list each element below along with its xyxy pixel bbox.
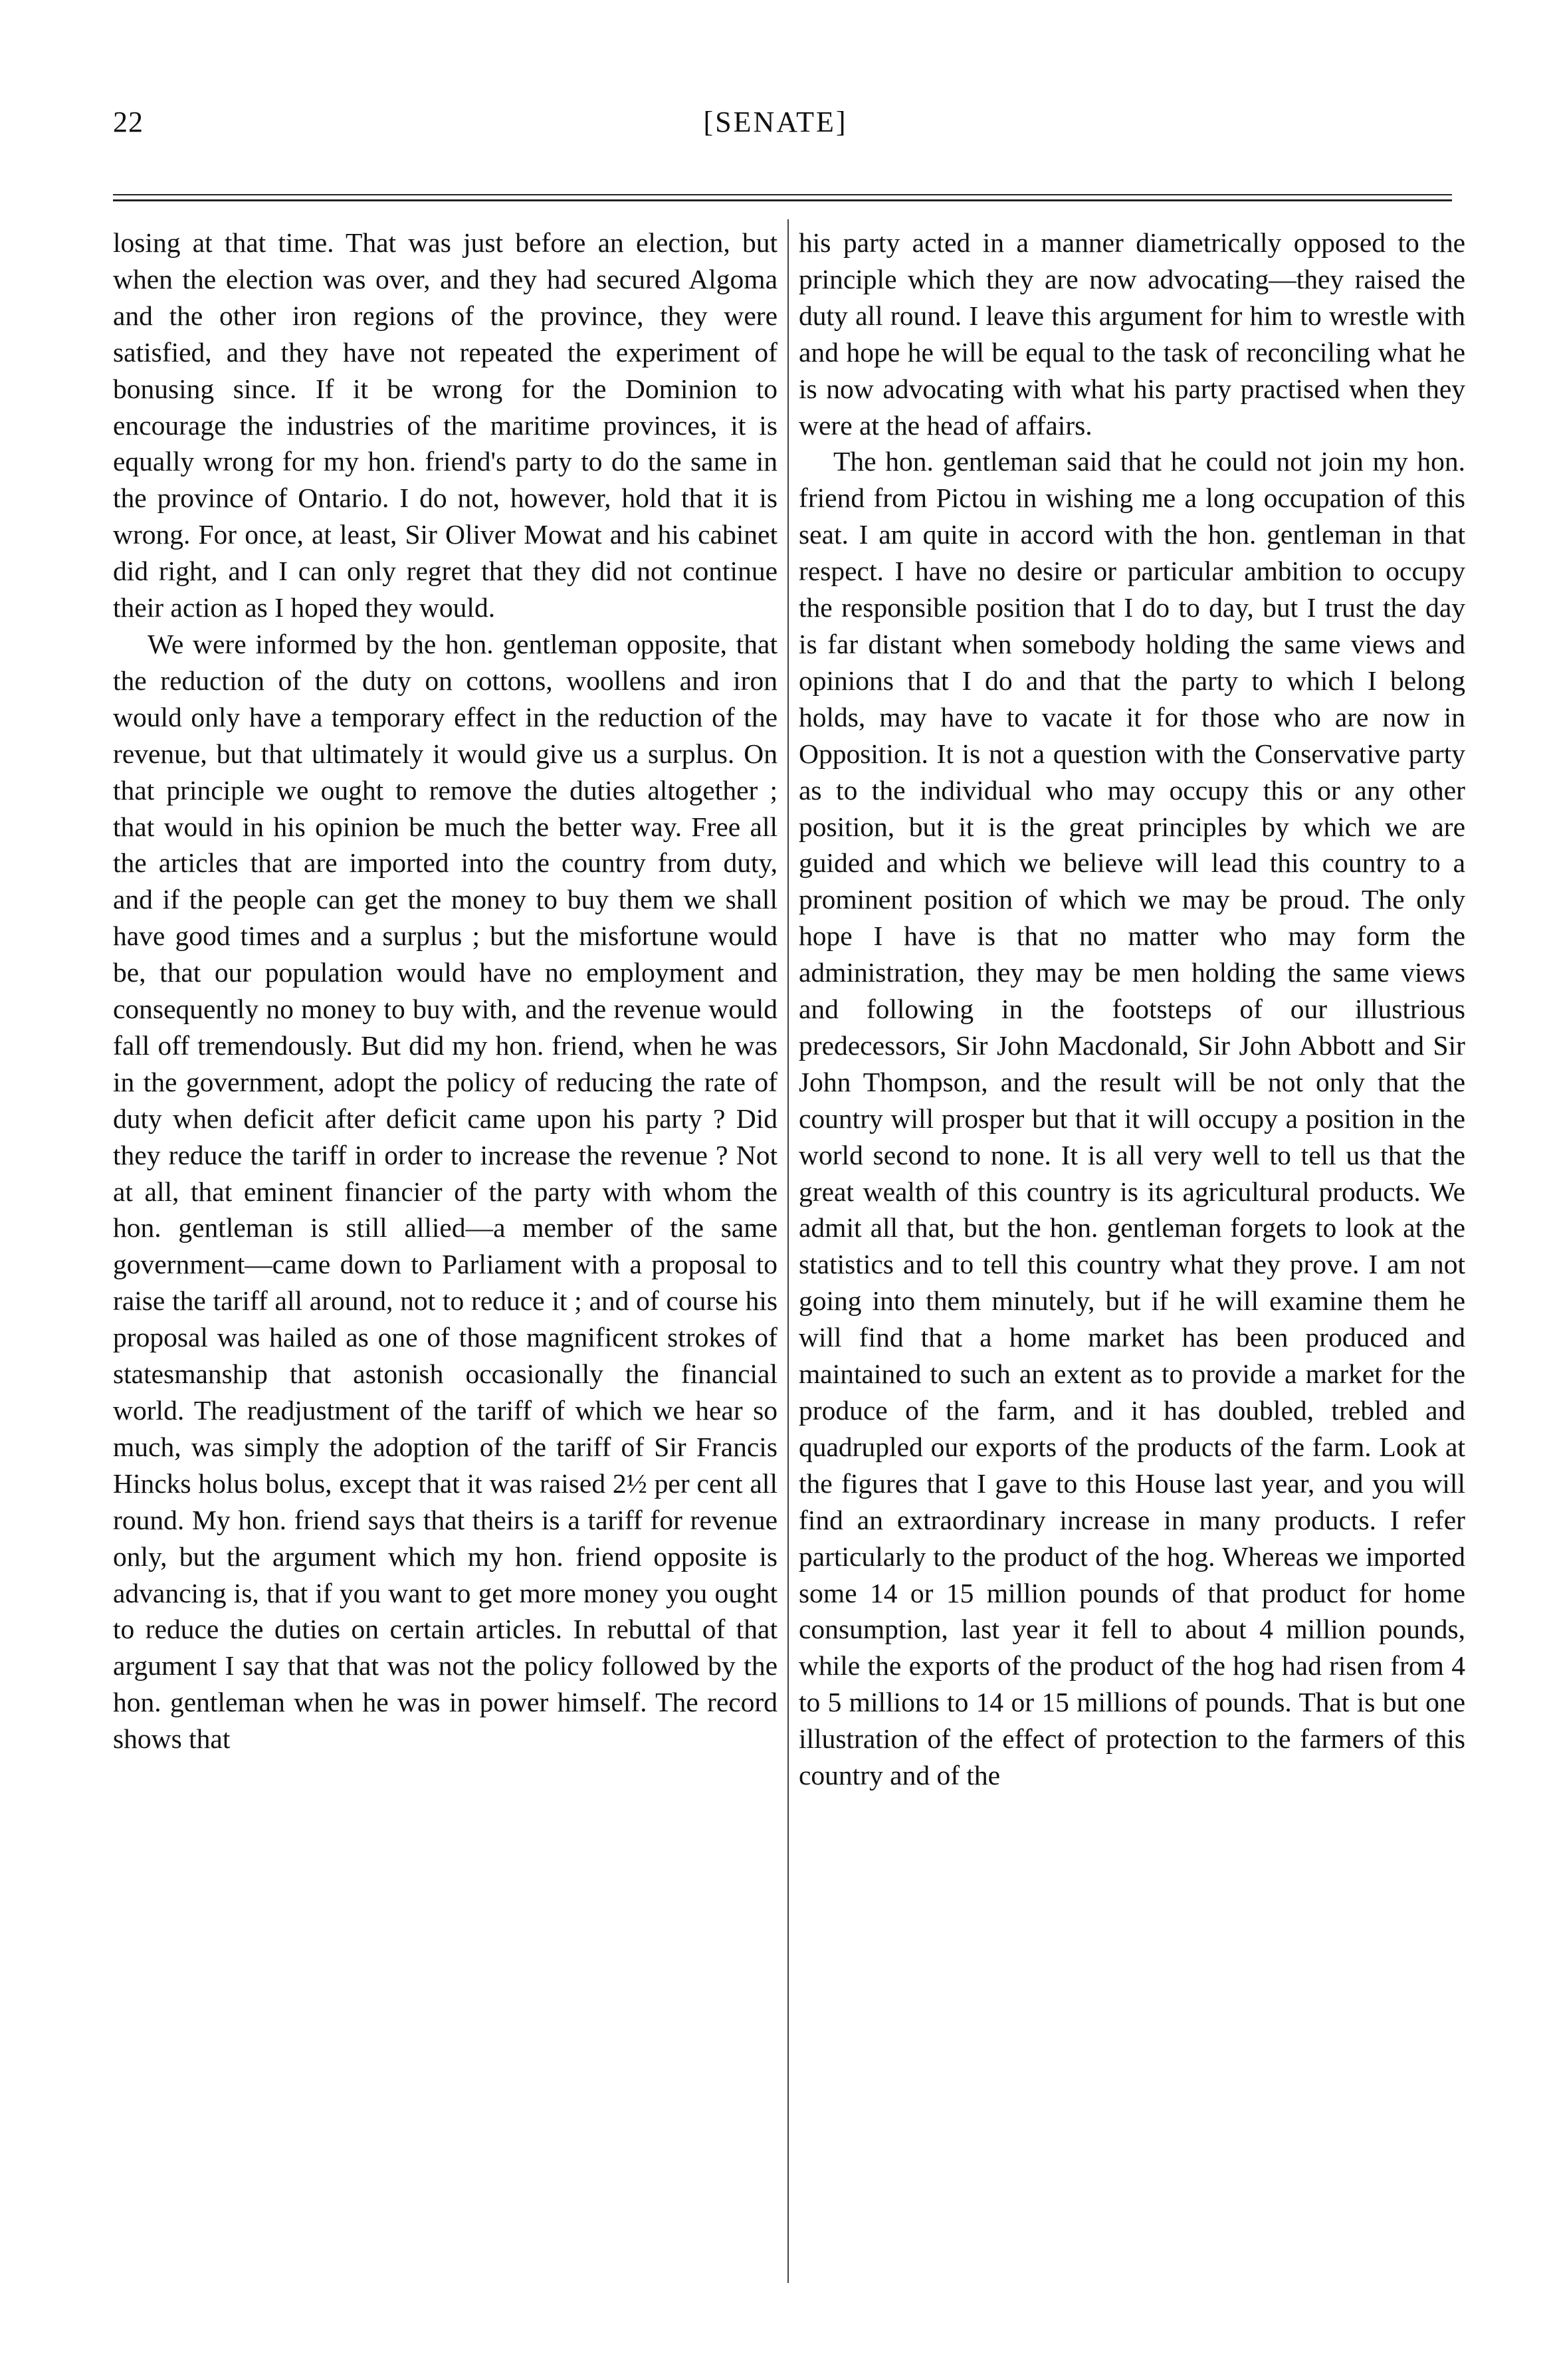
header-rule-thick xyxy=(113,199,1452,201)
running-title: [SENATE] xyxy=(703,106,848,138)
page-header xyxy=(0,105,1551,145)
header-rule xyxy=(113,194,1452,201)
left-paragraph-2: We were informed by the hon. gentleman opposite, that the reduction of the duty on cottons, woollens and iron would only have a temporary effect in the reduction of the revenue, but that ultimately it would give us a surplus. On that principle we ought to remove the duties altogether ; that would in his opinion be much the better way. Free all the articles that are imported into the country from duty, and if the people can get the money to buy them we shall have good times and a surplus ; but the misfortune would be, that our population would have no employment and consequently no money to buy with, and the revenue would fall off tremendously. But did my hon. friend, when he was in the government, adopt the policy of reducing the rate of duty when deficit after deficit came upon his party ? Did they reduce the tariff in order to increase the revenue ? Not at all, that eminent financier of the party with whom the hon. gentleman is still allied—a member of the same government—came down to Parliament with a proposal to raise the tariff all around, not to reduce it ; and of course his proposal was hailed as one of those magnificent strokes of statesmanship that astonish occasionally the financial world. The readjustment of the tariff of which we hear so much, was simply the adoption of the tariff of Sir Francis Hincks holus bolus, except that it was raised 2½ per cent all round. My hon. friend says that theirs is a tariff for revenue only, but the argument which my hon. friend opposite is advancing is, that if you want to get more money you ought to reduce the duties on certain articles. In rebuttal of that argument I say that that was not the policy followed by the hon. gentleman when he was in power himself. The record shows that xyxy=(113,628,777,1755)
right-paragraph-2: The hon. gentleman said that he could not join my hon. friend from Pictou in wishing me a long occupation of this seat. I am quite in accord with the hon. gentleman in that respect. I have no desire or particular ambition to occupy the responsible position that I do to day, but I trust the day is far distant when somebody holding the same views and opinions that I do and that the party to which I belong holds, may have to vacate it for those who are now in Opposition. It is not a question with the Conservative party as to the individual who may occupy this or any other position, but it is the great principles by which we are guided and which we believe will lead this country to a prominent position of which we may be proud. The only hope I have is that no matter who may form the administration, they may be men holding the same views and following in the footsteps of our illustrious predecessors, Sir John Macdonald, Sir John Abbott and Sir John Thompson, and the result will be not only that the country will prosper but that it will occupy a position in the world second to none. It is all very well to tell us that the great wealth of this country is its agricultural products. We admit all that, but the hon. gentleman forgets to look at the statistics and to tell this country what they prove. I am not going into them minutely, but if he will examine them he will find that a home market has been produced and maintained to such an extent as to provide a market for the produce of the farm, and it has doubled, trebled and quadrupled our exports of the products of the farm. Look at the figures that I gave to this House last year, and you will find an extraordinary increase in many products. I refer particularly to the product of the hog. Whereas we imported some 14 or 15 million pounds of that product for home consumption, last year it fell to about 4 million pounds, while the exports of the product of the hog had risen from 4 to 5 millions to 14 or 15 millions of pounds. That is but one illustration of the effect of protection to the farmers of this country and of the xyxy=(799,446,1465,1791)
left-column xyxy=(113,225,777,1757)
right-paragraph-1: his party acted in a manner diametrically opposed to the principle which they are now advocating—they raised the duty all round. I leave this argument for him to wrestle with and hope he will be equal to the task of reconciling what he is now advocating with what his party practised when they were at the head of affairs. xyxy=(799,227,1465,441)
column-divider xyxy=(787,219,789,2283)
right-column xyxy=(799,225,1465,1794)
left-paragraph-1: losing at that time. That was just before an election, but when the election was over, and they had secured Algoma and the other iron regions of the province, they were satisfied, and they have not repeated the experiment of bonusing since. If it be wrong for the Dominion to encourage the industries of the maritime provinces, it is equally wrong for my hon. friend's party to do the same in the province of Ontario. I do not, however, hold that it is wrong. For once, at least, Sir Oliver Mowat and his cabinet did right, and I can only regret that they did not continue their action as I hoped they would. xyxy=(113,227,777,623)
header-rule-thin xyxy=(113,194,1452,195)
page-number: 22 xyxy=(113,106,144,138)
